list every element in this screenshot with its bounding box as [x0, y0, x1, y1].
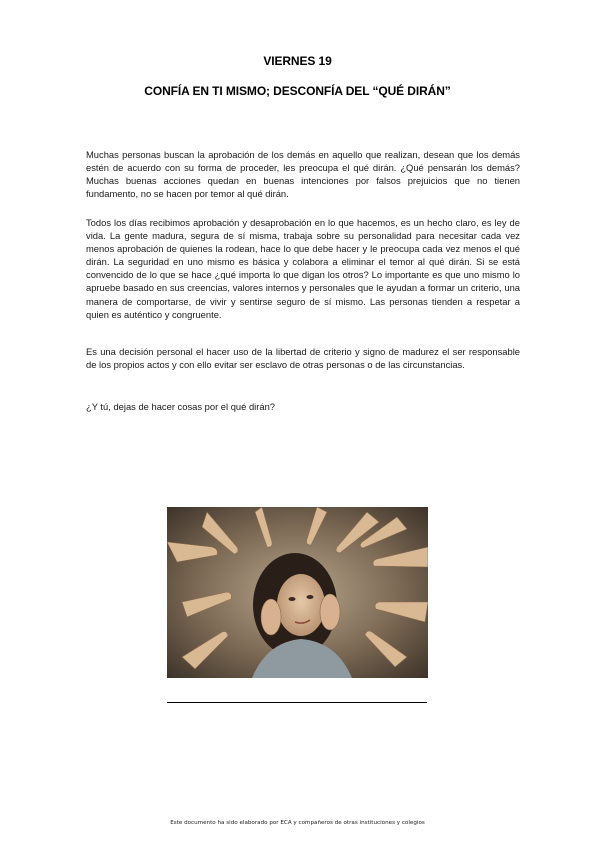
paragraph-3: Es una decisión personal el hacer uso de la libertad de criterio y signo de madurez el ser responsable de los propios actos y con ello evitar ser esclavo de otras personas o de las circunstancias.: [86, 346, 520, 371]
woman-surrounded-by-pointing-fingers-image: [167, 507, 428, 678]
paragraph-2: Todos los días recibimos aprobación y desaprobación en lo que hacemos, es un hecho claro, es ley de vida. La gente madura, segura de sí misma, trabaja sobre su personalidad para necesitar cada vez menos aprobación de quienes la rodean, hace lo que debe hacer y le preocupa cada vez menos el qué dirán. La seguridad en uno mismo es básica y colabora a eliminar el temor al qué dirán. Si se está convencido de lo que se hace ¿qué importa lo que digan los otros? Lo importante es que uno mismo lo apruebe basado en sus creencias, valores internos y personales que le ayudan a formar un criterio, una manera de comportarse, de vivir y sentirse seguro de sí mismo. Las personas tienden a respetar a quien es auténtico y congruente.: [86, 217, 520, 320]
reflection-question: ¿Y tú, dejas de hacer cosas por el qué dirán?: [86, 401, 276, 412]
footer-credit: Este documento ha sido elaborado por ECA y compañeros de otras instituciones y colegios: [170, 820, 425, 826]
paragraph-1: Muchas personas buscan la aprobación de los demás en aquello que realizan, desean que los demás estén de acuerdo con su forma de proceder, les preocupa el qué dirán. ¿Qué pensarán los demás? Muchas buenas acciones quedan en buenas intenciones por falsos prejuicios que no tienen fundamento, no se hacen por temor al qué dirán.: [86, 149, 520, 200]
separator-line: [167, 702, 427, 703]
day-heading: VIERNES 19: [263, 54, 332, 68]
page-title: CONFÍA EN TI MISMO; DESCONFÍA DEL “QUÉ DIRÁN”: [144, 84, 451, 98]
